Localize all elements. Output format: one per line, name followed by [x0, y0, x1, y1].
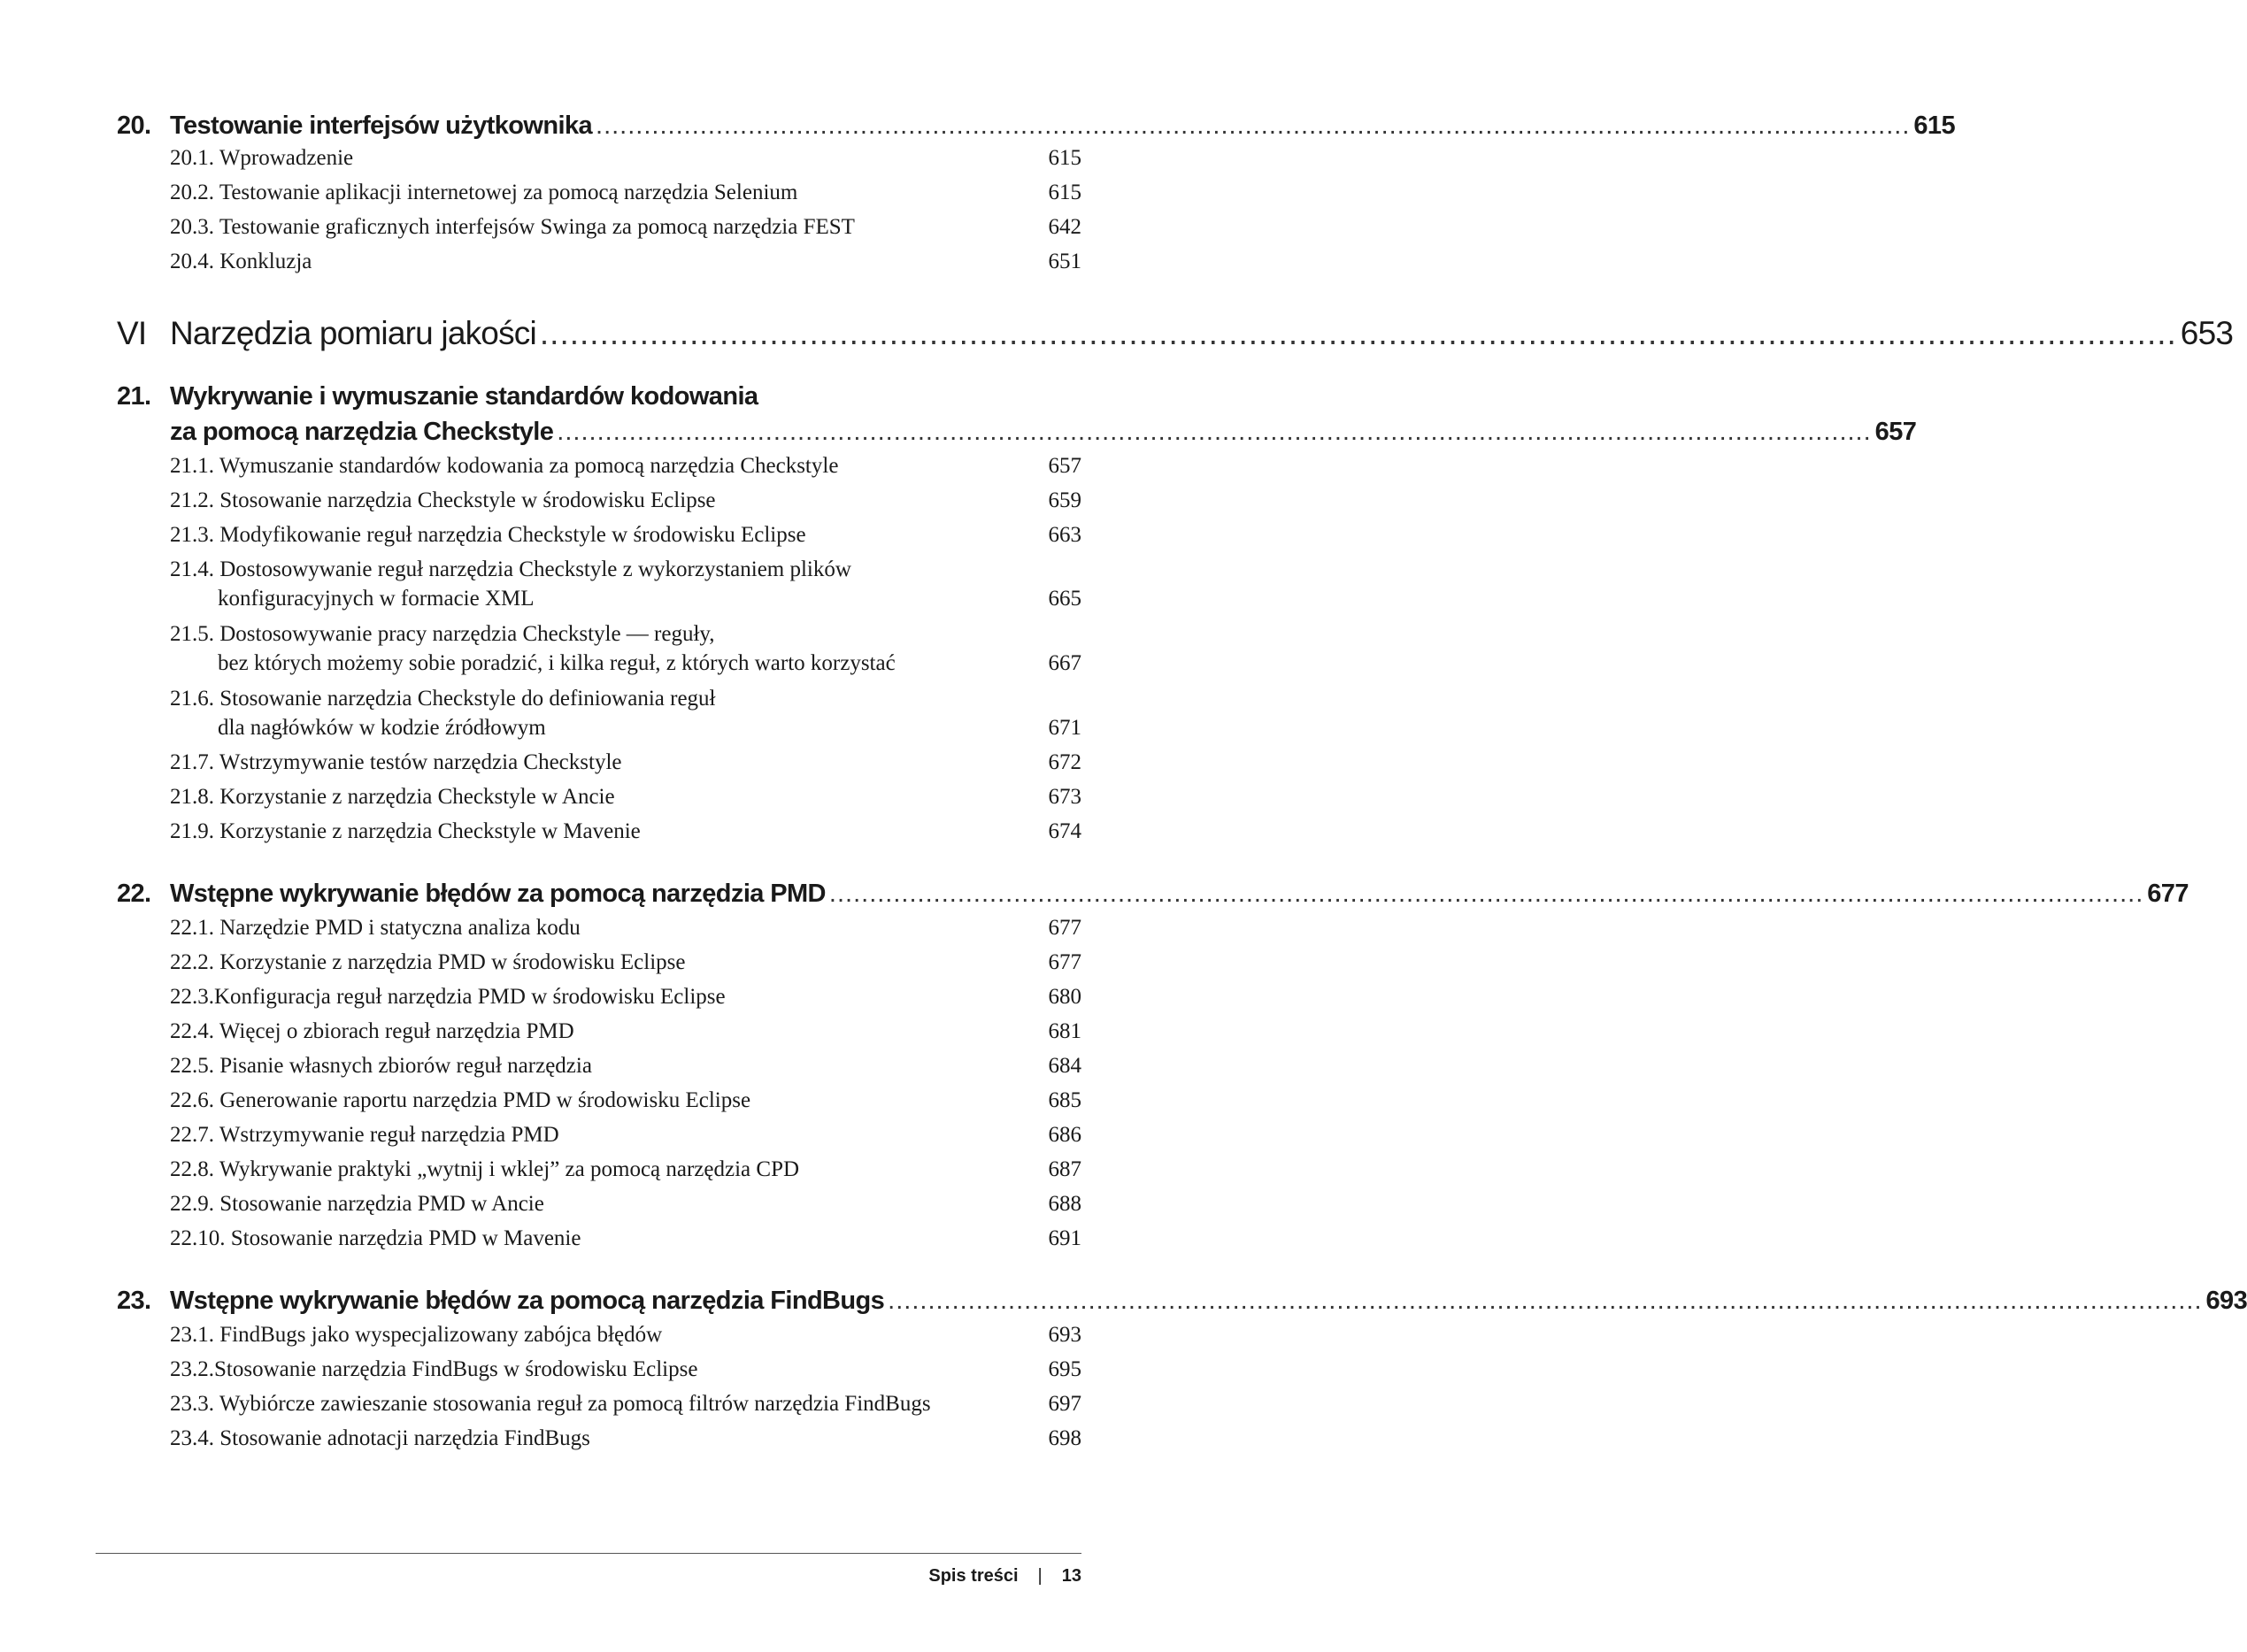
section-title: Modyfikowanie reguł narzędzia Checkstyle w środowisku Eclipse	[219, 523, 806, 547]
section-page: 659	[1048, 488, 1081, 512]
section-number: 20.2.	[170, 181, 214, 204]
toc-section-22-1[interactable]	[170, 913, 1081, 942]
section-page: 688	[1048, 1192, 1081, 1216]
toc-section-21-6[interactable]	[170, 684, 1081, 713]
dot-leader: ....................................................................................................................................................................	[888, 1287, 2203, 1315]
chapter-title: Wstępne wykrywanie błędów za pomocą narzędzia PMD	[170, 880, 826, 908]
chapter-page: 657	[1874, 418, 1917, 446]
section-page: 642	[1048, 215, 1081, 239]
toc-section-21-4-cont[interactable]	[170, 584, 1081, 613]
section-title: Stosowanie adnotacji narzędzia FindBugs	[219, 1426, 590, 1450]
section-title: Dostosowywanie reguł narzędzia Checkstyle z wykorzystaniem plików	[219, 557, 851, 581]
section-number: 22.7.	[170, 1123, 214, 1147]
chapter-title-line2: za pomocą narzędzia Checkstyle	[170, 418, 554, 446]
section-page: 615	[1048, 181, 1081, 204]
section-title: Wykrywanie praktyki „wytnij i wklej” za pomocą narzędzia CPD	[219, 1157, 800, 1181]
toc-section-23-3[interactable]	[170, 1389, 1081, 1418]
section-number: 22.8.	[170, 1157, 214, 1181]
section-page: 687	[1048, 1157, 1081, 1181]
toc-section-21-9[interactable]	[170, 817, 1081, 846]
section-title: FindBugs jako wyspecjalizowany zabójca błędów	[219, 1323, 663, 1347]
toc-section-22-8[interactable]	[170, 1155, 1081, 1184]
section-page: 680	[1048, 985, 1081, 1009]
section-number: 21.3.	[170, 523, 214, 547]
section-number: 23.3.	[170, 1392, 214, 1416]
section-number: 23.4.	[170, 1426, 214, 1450]
section-title: Więcej o zbiorach reguł narzędzia PMD	[219, 1019, 574, 1043]
section-title: Konkluzja	[219, 250, 312, 273]
section-title: Wstrzymywanie reguł narzędzia PMD	[219, 1123, 559, 1147]
section-page: 697	[1048, 1392, 1081, 1416]
section-page: 693	[1048, 1323, 1081, 1347]
section-title: Stosowanie narzędzia Checkstyle do definiowania reguł	[219, 687, 716, 711]
section-page: 691	[1048, 1226, 1081, 1250]
section-title: Korzystanie z narzędzia Checkstyle w Ancie	[219, 785, 615, 809]
section-title: Wstrzymywanie testów narzędzia Checkstyle	[219, 750, 622, 774]
toc-section-23-1[interactable]	[170, 1320, 1081, 1349]
section-page: 685	[1048, 1088, 1081, 1112]
section-number: 22.9.	[170, 1192, 214, 1216]
section-number: 21.7.	[170, 750, 214, 774]
toc-section-22-9[interactable]	[170, 1189, 1081, 1218]
section-title: Narzędzie PMD i statyczna analiza kodu	[219, 916, 581, 940]
section-number: 23.1.	[170, 1323, 214, 1347]
section-number: 20.3.	[170, 215, 214, 239]
section-title: Wprowadzenie	[219, 146, 354, 170]
section-number: 22.3.	[170, 985, 214, 1009]
section-title-cont: dla nagłówków w kodzie źródłowym	[218, 716, 546, 740]
section-number: 20.1.	[170, 146, 214, 170]
chapter-number: 21.	[117, 382, 151, 411]
toc-section-22-3[interactable]	[170, 982, 1081, 1011]
toc-section-23-2[interactable]	[170, 1355, 1081, 1384]
section-page: 673	[1048, 785, 1081, 809]
section-page: 698	[1048, 1426, 1081, 1450]
toc-section-21-5[interactable]	[170, 619, 1081, 649]
section-title: Stosowanie narzędzia FindBugs w środowisku Eclipse	[214, 1357, 698, 1381]
section-title: Stosowanie narzędzia PMD w Ancie	[219, 1192, 544, 1216]
section-number: 22.5.	[170, 1054, 214, 1078]
section-number: 21.9.	[170, 819, 214, 843]
toc-section-21-3[interactable]	[170, 520, 1081, 549]
chapter-page: 693	[2205, 1287, 2247, 1315]
chapter-page: 615	[1913, 111, 1955, 140]
toc-section-21-2[interactable]	[170, 486, 1081, 515]
toc-section-21-4[interactable]	[170, 555, 1081, 584]
toc-section-22-5[interactable]	[170, 1051, 1081, 1080]
section-page: 686	[1048, 1123, 1081, 1147]
toc-section-20-2[interactable]	[170, 178, 1081, 207]
footer-divider	[96, 1553, 1081, 1554]
section-title: Testowanie graficznych interfejsów Swinga za pomocą narzędzia FEST	[219, 215, 855, 239]
section-page: 663	[1048, 523, 1081, 547]
section-title: Stosowanie narzędzia Checkstyle w środowisku Eclipse	[219, 488, 716, 512]
section-page: 677	[1048, 950, 1081, 974]
section-page: 671	[1048, 716, 1081, 740]
section-page: 695	[1048, 1357, 1081, 1381]
section-page: 674	[1048, 819, 1081, 843]
part-number: VI	[117, 315, 147, 351]
chapter-title: Wstępne wykrywanie błędów za pomocą narzędzia FindBugs	[170, 1287, 885, 1315]
section-page: 615	[1048, 146, 1081, 170]
section-title: Konfiguracja reguł narzędzia PMD w środowisku Eclipse	[214, 985, 726, 1009]
toc-section-21-5-cont[interactable]	[170, 649, 1081, 678]
section-title-cont: bez których możemy sobie poradzić, i kilka reguł, z których warto korzystać	[218, 651, 896, 675]
section-number: 22.2.	[170, 950, 214, 974]
chapter-number: 23.	[117, 1287, 151, 1315]
section-number: 20.4.	[170, 250, 214, 273]
part-page: 653	[2180, 315, 2234, 351]
section-number: 21.5.	[170, 622, 214, 646]
chapter-title: Testowanie interfejsów użytkownika	[170, 111, 593, 140]
footer-label: Spis treści	[928, 1566, 1019, 1586]
dot-leader: ....................................................................................................................................................................	[539, 315, 2177, 351]
section-title: Korzystanie z narzędzia PMD w środowisku Eclipse	[219, 950, 686, 974]
toc-section-20-4[interactable]	[170, 247, 1081, 276]
toc-section-22-7[interactable]	[170, 1120, 1081, 1149]
toc-section-20-1[interactable]	[170, 143, 1081, 173]
part-title: Narzędzia pomiaru jakości	[170, 315, 536, 351]
section-title-cont: konfiguracyjnych w formacie XML	[218, 587, 535, 611]
section-title: Korzystanie z narzędzia Checkstyle w Mavenie	[219, 819, 641, 843]
section-number: 21.8.	[170, 785, 214, 809]
section-title: Pisanie własnych zbiorów reguł narzędzia	[219, 1054, 592, 1078]
footer-separator: |	[1037, 1566, 1043, 1586]
section-title: Wymuszanie standardów kodowania za pomocą narzędzia Checkstyle	[219, 454, 839, 478]
toc-chapter-22[interactable]	[117, 876, 2189, 911]
toc-section-21-6-cont[interactable]	[170, 713, 1081, 742]
chapter-number: 20.	[117, 111, 151, 140]
section-page: 657	[1048, 454, 1081, 478]
chapter-number: 22.	[117, 880, 151, 908]
toc-section-20-3[interactable]	[170, 212, 1081, 242]
toc-chapter-23[interactable]	[117, 1283, 2247, 1318]
page-footer	[928, 1566, 1081, 1587]
toc-section-21-1[interactable]	[170, 451, 1081, 480]
dot-leader: ....................................................................................................................................................................	[557, 418, 1872, 446]
toc-chapter-21[interactable]	[117, 379, 1917, 449]
section-number: 22.4.	[170, 1019, 214, 1043]
section-title: Testowanie aplikacji internetowej za pomocą narzędzia Selenium	[219, 181, 798, 204]
dot-leader: ....................................................................................................................................................................	[828, 880, 2144, 908]
toc-part-6[interactable]	[117, 311, 2234, 356]
toc-chapter-20[interactable]	[117, 108, 1955, 143]
section-number: 23.2.	[170, 1357, 214, 1381]
section-page: 677	[1048, 916, 1081, 940]
section-number: 21.2.	[170, 488, 214, 512]
toc-section-21-7[interactable]	[170, 748, 1081, 777]
chapter-title-line1: Wykrywanie i wymuszanie standardów kodowania	[170, 382, 758, 411]
toc-section-22-4[interactable]	[170, 1017, 1081, 1046]
toc-section-22-2[interactable]	[170, 948, 1081, 977]
toc-section-23-4[interactable]	[170, 1424, 1081, 1453]
section-number: 21.6.	[170, 687, 214, 711]
dot-leader: ....................................................................................................................................................................	[596, 111, 1911, 140]
section-number: 22.1.	[170, 916, 214, 940]
section-page: 665	[1048, 587, 1081, 611]
section-title: Wybiórcze zawieszanie stosowania reguł za pomocą filtrów narzędzia FindBugs	[219, 1392, 931, 1416]
section-number: 22.6.	[170, 1088, 214, 1112]
section-number: 21.1.	[170, 454, 214, 478]
toc-section-22-10[interactable]	[170, 1224, 1081, 1253]
chapter-page: 677	[2147, 880, 2189, 908]
section-page: 667	[1048, 651, 1081, 675]
section-title: Dostosowywanie pracy narzędzia Checkstyle — reguły,	[219, 622, 715, 646]
footer-page-number: 13	[1061, 1566, 1081, 1586]
section-page: 684	[1048, 1054, 1081, 1078]
section-title: Generowanie raportu narzędzia PMD w środowisku Eclipse	[219, 1088, 751, 1112]
section-number: 22.10.	[170, 1226, 226, 1250]
section-page: 651	[1048, 250, 1081, 273]
section-title: Stosowanie narzędzia PMD w Mavenie	[230, 1226, 581, 1250]
toc-section-21-8[interactable]	[170, 782, 1081, 811]
section-number: 21.4.	[170, 557, 214, 581]
section-page: 681	[1048, 1019, 1081, 1043]
section-page: 672	[1048, 750, 1081, 774]
toc-section-22-6[interactable]	[170, 1086, 1081, 1115]
